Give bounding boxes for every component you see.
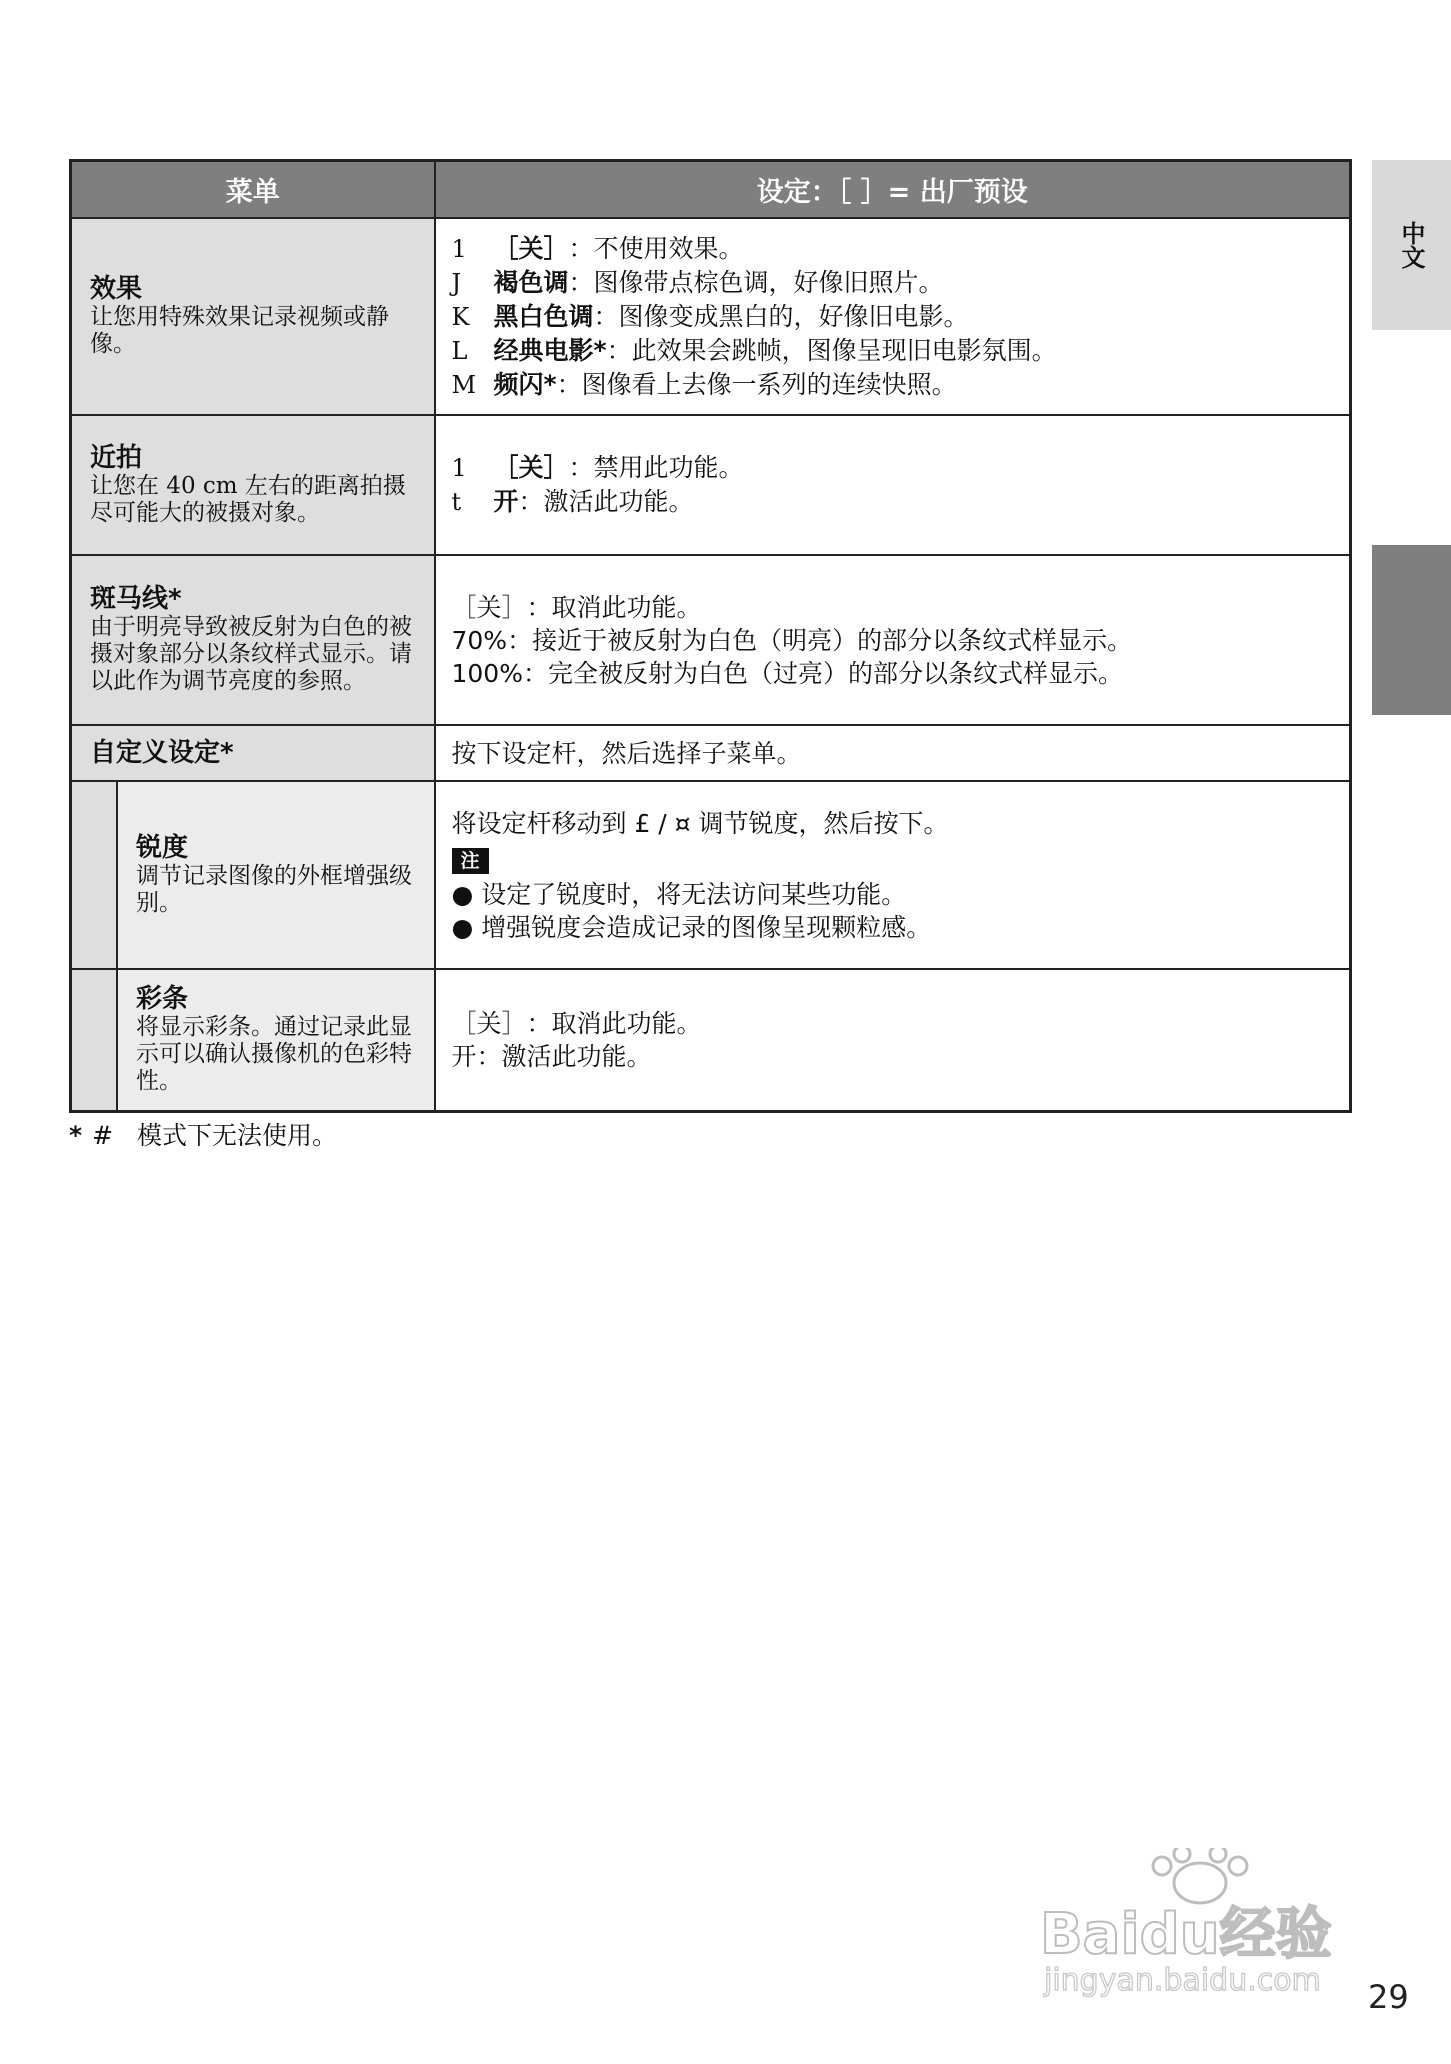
menu-title-zebra: 斑马线* <box>90 584 182 614</box>
option-text: ：完全被反射为白色（过亮）的部分以条纹式样显示。 <box>522 658 1123 688</box>
option-text: ：激活此功能。 <box>518 487 694 516</box>
submenu-colorbar <box>118 970 434 1110</box>
option-row <box>452 451 1334 485</box>
submenu-cell-sharpness <box>71 781 435 969</box>
option-text: ：图像看上去像一系列的连续快照。 <box>556 369 957 399</box>
table-row-colorbar <box>71 969 1351 1112</box>
option-row <box>452 657 1334 690</box>
option-label: 70% <box>451 625 508 655</box>
option-text: ：取消此功能。 <box>526 1009 702 1038</box>
menu-title-custom: 自定义设定* <box>90 737 234 768</box>
language-tab <box>1372 160 1451 330</box>
note-text: 增强锐度会造成记录的图像呈现颗粒感。 <box>481 912 932 942</box>
menu-desc-colorbar: 将显示彩条。通过记录此显示可以确认摄像机的色彩特性。 <box>136 1014 412 1094</box>
mode-icon: # <box>92 1121 114 1150</box>
note-badge: 注 <box>452 848 489 874</box>
note-item: ● 增强锐度会造成记录的图像呈现颗粒感。 <box>451 912 932 942</box>
menu-title-effect: 效果 <box>90 274 143 304</box>
submenu-rail <box>72 782 118 968</box>
page-number: 29 <box>1368 1978 1409 2016</box>
option-icon: J <box>451 268 462 297</box>
option-text: ：图像带点棕色调，好像旧照片。 <box>568 267 944 297</box>
menu-cell-effect <box>71 218 435 415</box>
menu-title-closeup: 近拍 <box>90 442 143 473</box>
option-row <box>452 300 1334 334</box>
menu-title-sharpness: 锐度 <box>136 832 189 863</box>
option-text: ：激活此功能。 <box>476 1042 652 1071</box>
option-label: ［关］ <box>451 1009 527 1038</box>
option-row <box>452 232 1334 266</box>
option-row <box>452 624 1334 657</box>
option-label: ［关］ <box>451 592 527 622</box>
table-row-custom <box>71 725 1351 781</box>
option-label: 开 <box>493 487 519 516</box>
option-icon: t <box>451 488 462 516</box>
option-row <box>452 485 1334 519</box>
menu-desc-closeup: 让您在 40 cm 左右的距离拍摄尽可能大的被摄对象。 <box>90 472 406 526</box>
table-row-sharpness <box>71 781 1351 969</box>
option-label: 100% <box>451 658 523 688</box>
watermark-url: jingyan.baidu.com <box>1044 1963 1321 1998</box>
setting-cell-colorbar <box>435 969 1351 1112</box>
footnote <box>69 1116 337 1152</box>
menu-settings-table <box>69 159 1352 1113</box>
paw-icon <box>1153 1848 1247 1903</box>
submenu-cell-colorbar <box>71 969 435 1112</box>
note-text: 设定了锐度时，将无法访问某些功能。 <box>481 879 907 909</box>
option-text: ：取消此功能。 <box>526 592 702 622</box>
note-item: ● 设定了锐度时，将无法访问某些功能。 <box>451 879 907 909</box>
header-setting: 设定：［ ］= 出厂预设 <box>435 161 1351 219</box>
table-row-closeup <box>71 415 1351 555</box>
option-icon: M <box>451 370 477 399</box>
header-menu: 菜单 <box>71 161 435 219</box>
setting-cell-closeup <box>435 415 1351 555</box>
sharpness-instruction: 将设定杆移动到 £ / ¤ 调节锐度，然后按下。 <box>451 808 949 838</box>
option-icon: 1 <box>451 234 467 263</box>
section-tab <box>1372 545 1451 715</box>
option-label: 频闪* <box>493 369 557 399</box>
menu-desc-sharpness: 调节记录图像的外框增强级别。 <box>136 862 412 916</box>
language-tab-label: 中文 <box>1397 221 1425 269</box>
option-label: ［关］ <box>493 453 569 482</box>
setting-cell-effect <box>435 218 1351 415</box>
menu-title-colorbar: 彩条 <box>136 984 189 1014</box>
option-text: ：图像变成黑白的，好像旧电影。 <box>593 301 969 331</box>
option-row <box>452 334 1334 368</box>
option-label: 经典电影* <box>493 335 607 365</box>
option-row <box>452 591 1334 624</box>
menu-cell-closeup <box>71 415 435 555</box>
submenu-sharpness <box>118 782 434 968</box>
menu-desc-zebra: 由于明亮导致被反射为白色的被摄对象部分以条纹样式显示。请以此作为调节亮度的参照。 <box>90 614 412 694</box>
submenu-rail <box>72 970 118 1110</box>
watermark-text-3: 经验 <box>1219 1902 1332 1967</box>
option-text: ：接近于被反射为白色（明亮）的部分以条纹式样显示。 <box>507 625 1133 655</box>
baidu-watermark <box>1030 1848 1370 1998</box>
watermark-text-2: du <box>1139 1902 1220 1967</box>
table-header-row <box>71 161 1351 219</box>
option-text: ：禁用此功能。 <box>568 453 744 482</box>
table-row-zebra <box>71 555 1351 725</box>
table-row-effect <box>71 218 1351 415</box>
footnote-text: 模式下无法使用。 <box>137 1121 338 1150</box>
menu-cell-custom <box>71 725 435 781</box>
option-row <box>452 1040 1334 1073</box>
option-icon: L <box>451 336 468 365</box>
option-text: ：此效果会跳帧，图像呈现旧电影氛围。 <box>606 335 1057 365</box>
setting-cell-custom: 按下设定杆，然后选择子菜单。 <box>435 725 1351 781</box>
watermark-text-1: Bai <box>1040 1902 1140 1967</box>
option-text: ：不使用效果。 <box>568 233 744 263</box>
option-icon: 1 <box>451 454 467 482</box>
option-row <box>452 1007 1334 1040</box>
option-row <box>452 266 1334 300</box>
option-label: 褐色调 <box>493 267 569 297</box>
svg-text:Baidu经验 <box>1040 1902 1332 1967</box>
option-label: 黑白色调 <box>493 301 594 331</box>
menu-cell-zebra <box>71 555 435 725</box>
footnote-mark: * <box>69 1121 83 1150</box>
menu-desc-effect: 让您用特殊效果记录视频或静像。 <box>90 304 389 357</box>
option-label: ［关］ <box>493 233 569 263</box>
option-label: 开 <box>451 1042 477 1071</box>
option-icon: K <box>451 302 470 331</box>
setting-cell-zebra <box>435 555 1351 725</box>
setting-cell-sharpness <box>435 781 1351 969</box>
option-row <box>452 368 1334 402</box>
